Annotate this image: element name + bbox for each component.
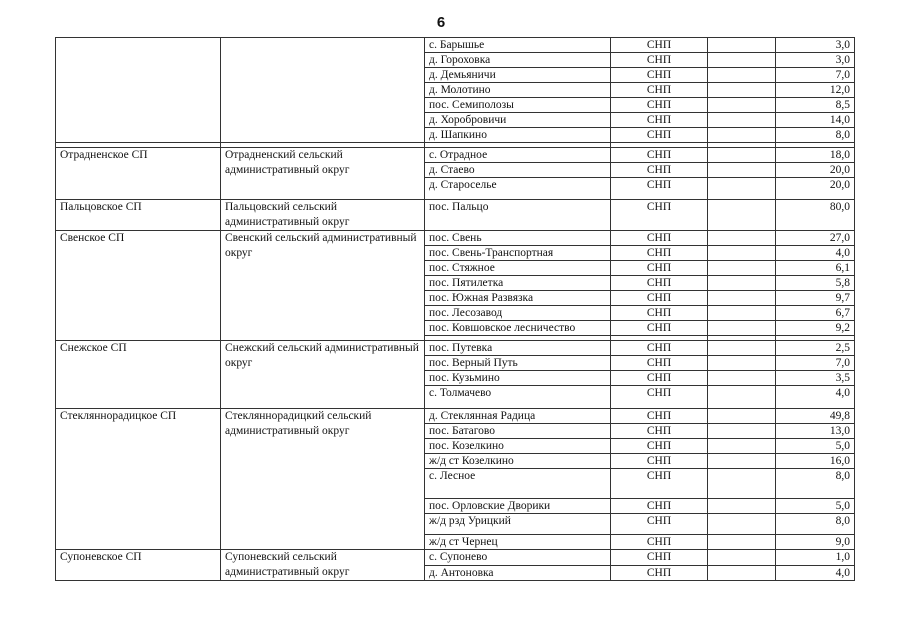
table-row — [56, 231, 855, 246]
settlement-value: 6,1 — [776, 261, 855, 276]
settlement-name: д. Шапкино — [425, 128, 611, 143]
settlement-type: СНП — [611, 148, 708, 163]
settlement-value: 5,8 — [776, 276, 855, 291]
settlement-name: пос. Семиполозы — [425, 98, 611, 113]
settlement-name: д. Гороховка — [425, 53, 611, 68]
sp-cell: Супоневское СП — [56, 550, 221, 581]
settlement-value: 6,7 — [776, 306, 855, 321]
sp-cell: Стекляннорадицкое СП — [56, 409, 221, 550]
settlement-name: пос. Козелкино — [425, 439, 611, 454]
settlement-value: 5,0 — [776, 499, 855, 514]
table-row — [56, 341, 855, 356]
settlement-value: 8,0 — [776, 514, 855, 535]
empty-cell — [708, 535, 776, 550]
settlement-type: СНП — [611, 276, 708, 291]
empty-cell — [708, 113, 776, 128]
empty-cell — [708, 98, 776, 113]
settlement-value: 3,0 — [776, 53, 855, 68]
sp-cell: Отрадненское СП — [56, 148, 221, 200]
settlement-name: пос. Пальцо — [425, 200, 611, 231]
empty-cell — [708, 261, 776, 276]
settlement-value: 2,5 — [776, 341, 855, 356]
okrug-cell: Свенский сельский административный округ — [221, 231, 425, 341]
settlement-value: 9,7 — [776, 291, 855, 306]
empty-cell — [708, 148, 776, 163]
table-row — [56, 550, 855, 566]
settlement-type: СНП — [611, 178, 708, 200]
settlement-value: 27,0 — [776, 231, 855, 246]
settlement-type: СНП — [611, 550, 708, 566]
settlement-value: 3,0 — [776, 38, 855, 53]
empty-cell — [708, 409, 776, 424]
settlement-value: 7,0 — [776, 68, 855, 83]
settlement-name: ж/д рзд Урицкий — [425, 514, 611, 535]
empty-cell — [708, 246, 776, 261]
settlement-value: 4,0 — [776, 565, 855, 581]
okrug-cell — [221, 38, 425, 143]
settlement-value: 5,0 — [776, 439, 855, 454]
settlement-type: СНП — [611, 386, 708, 409]
empty-cell — [708, 499, 776, 514]
settlement-name: пос. Южная Развязка — [425, 291, 611, 306]
empty-cell — [708, 306, 776, 321]
table-row — [56, 38, 855, 53]
settlement-name: с. Барышье — [425, 38, 611, 53]
settlement-type: СНП — [611, 424, 708, 439]
settlement-name: с. Лесное — [425, 469, 611, 499]
settlement-type: СНП — [611, 499, 708, 514]
settlement-type: СНП — [611, 306, 708, 321]
sp-cell: Пальцовское СП — [56, 200, 221, 231]
settlement-name: д. Хоробровичи — [425, 113, 611, 128]
table-row — [56, 148, 855, 163]
settlement-type: СНП — [611, 53, 708, 68]
settlement-value: 20,0 — [776, 163, 855, 178]
settlement-value: 14,0 — [776, 113, 855, 128]
settlement-value: 1,0 — [776, 550, 855, 566]
settlement-type: СНП — [611, 514, 708, 535]
settlement-type: СНП — [611, 291, 708, 306]
table-row — [56, 200, 855, 231]
settlement-type: СНП — [611, 409, 708, 424]
settlement-type: СНП — [611, 535, 708, 550]
settlement-name: пос. Путевка — [425, 341, 611, 356]
settlement-name: с. Отрадное — [425, 148, 611, 163]
settlement-type: СНП — [611, 341, 708, 356]
settlement-name: д. Молотино — [425, 83, 611, 98]
settlement-type: СНП — [611, 113, 708, 128]
settlement-name: пос. Кузьмино — [425, 371, 611, 386]
empty-cell — [708, 128, 776, 143]
settlement-type: СНП — [611, 261, 708, 276]
settlement-value: 3,5 — [776, 371, 855, 386]
settlement-name: д. Стеклянная Радица — [425, 409, 611, 424]
settlement-type: СНП — [611, 356, 708, 371]
empty-cell — [708, 53, 776, 68]
page-number: 6 — [436, 14, 446, 31]
settlement-type: СНП — [611, 98, 708, 113]
settlement-name: д. Староселье — [425, 178, 611, 200]
settlement-name: д. Антоновка — [425, 565, 611, 581]
empty-cell — [708, 178, 776, 200]
empty-cell — [708, 200, 776, 231]
settlement-name: с. Супонево — [425, 550, 611, 566]
empty-cell — [708, 276, 776, 291]
okrug-cell: Снежский сельский административный округ — [221, 341, 425, 409]
empty-cell — [708, 321, 776, 336]
empty-cell — [708, 550, 776, 566]
empty-cell — [708, 565, 776, 581]
settlement-type: СНП — [611, 163, 708, 178]
settlement-name: ж/д ст Чернец — [425, 535, 611, 550]
settlement-value: 4,0 — [776, 246, 855, 261]
settlement-name: пос. Верный Путь — [425, 356, 611, 371]
empty-cell — [708, 356, 776, 371]
sp-cell — [56, 38, 221, 143]
empty-cell — [708, 231, 776, 246]
settlement-value: 8,5 — [776, 98, 855, 113]
settlement-type: СНП — [611, 83, 708, 98]
empty-cell — [708, 38, 776, 53]
settlement-value: 49,8 — [776, 409, 855, 424]
empty-cell — [708, 424, 776, 439]
empty-cell — [708, 68, 776, 83]
okrug-cell: Отрадненский сельский административный округ — [221, 148, 425, 200]
settlement-value: 16,0 — [776, 454, 855, 469]
table-row — [56, 409, 855, 424]
settlement-value: 7,0 — [776, 356, 855, 371]
settlement-value: 13,0 — [776, 424, 855, 439]
settlement-type: СНП — [611, 321, 708, 336]
settlement-name: пос. Свень — [425, 231, 611, 246]
settlement-type: СНП — [611, 454, 708, 469]
settlement-type: СНП — [611, 371, 708, 386]
settlement-value: 4,0 — [776, 386, 855, 409]
settlement-name: ж/д ст Козелкино — [425, 454, 611, 469]
settlement-type: СНП — [611, 128, 708, 143]
settlement-type: СНП — [611, 439, 708, 454]
settlement-name: пос. Пятилетка — [425, 276, 611, 291]
settlement-value: 20,0 — [776, 178, 855, 200]
empty-cell — [708, 83, 776, 98]
empty-cell — [708, 163, 776, 178]
okrug-cell: Супоневский сельский административный округ — [221, 550, 425, 581]
settlement-value: 18,0 — [776, 148, 855, 163]
empty-cell — [708, 371, 776, 386]
sp-cell: Снежское СП — [56, 341, 221, 409]
settlement-value: 8,0 — [776, 469, 855, 499]
settlement-name: д. Стаево — [425, 163, 611, 178]
empty-cell — [708, 514, 776, 535]
okrug-cell: Стекляннорадицкий сельский административный округ — [221, 409, 425, 550]
empty-cell — [708, 291, 776, 306]
settlement-name: пос. Свень-Транспортная — [425, 246, 611, 261]
settlement-type: СНП — [611, 246, 708, 261]
settlement-value: 9,0 — [776, 535, 855, 550]
settlement-name: с. Толмачево — [425, 386, 611, 409]
empty-cell — [708, 454, 776, 469]
settlement-name: д. Демьяничи — [425, 68, 611, 83]
settlement-name: пос. Стяжное — [425, 261, 611, 276]
settlement-name: пос. Лесозавод — [425, 306, 611, 321]
empty-cell — [708, 469, 776, 499]
settlement-name: пос. Орловские Дворики — [425, 499, 611, 514]
settlement-value: 80,0 — [776, 200, 855, 231]
empty-cell — [708, 341, 776, 356]
settlement-type: СНП — [611, 200, 708, 231]
settlement-type: СНП — [611, 68, 708, 83]
settlement-name: пос. Батагово — [425, 424, 611, 439]
settlement-value: 8,0 — [776, 128, 855, 143]
empty-cell — [708, 439, 776, 454]
settlement-type: СНП — [611, 469, 708, 499]
settlement-type: СНП — [611, 565, 708, 581]
settlement-type: СНП — [611, 38, 708, 53]
okrug-cell: Пальцовский сельский административный округ — [221, 200, 425, 231]
settlement-type: СНП — [611, 231, 708, 246]
settlement-name: пос. Ковшовское лесничество — [425, 321, 611, 336]
settlements-table — [55, 37, 855, 581]
settlement-value: 9,2 — [776, 321, 855, 336]
empty-cell — [708, 386, 776, 409]
settlement-value: 12,0 — [776, 83, 855, 98]
sp-cell: Свенское СП — [56, 231, 221, 341]
